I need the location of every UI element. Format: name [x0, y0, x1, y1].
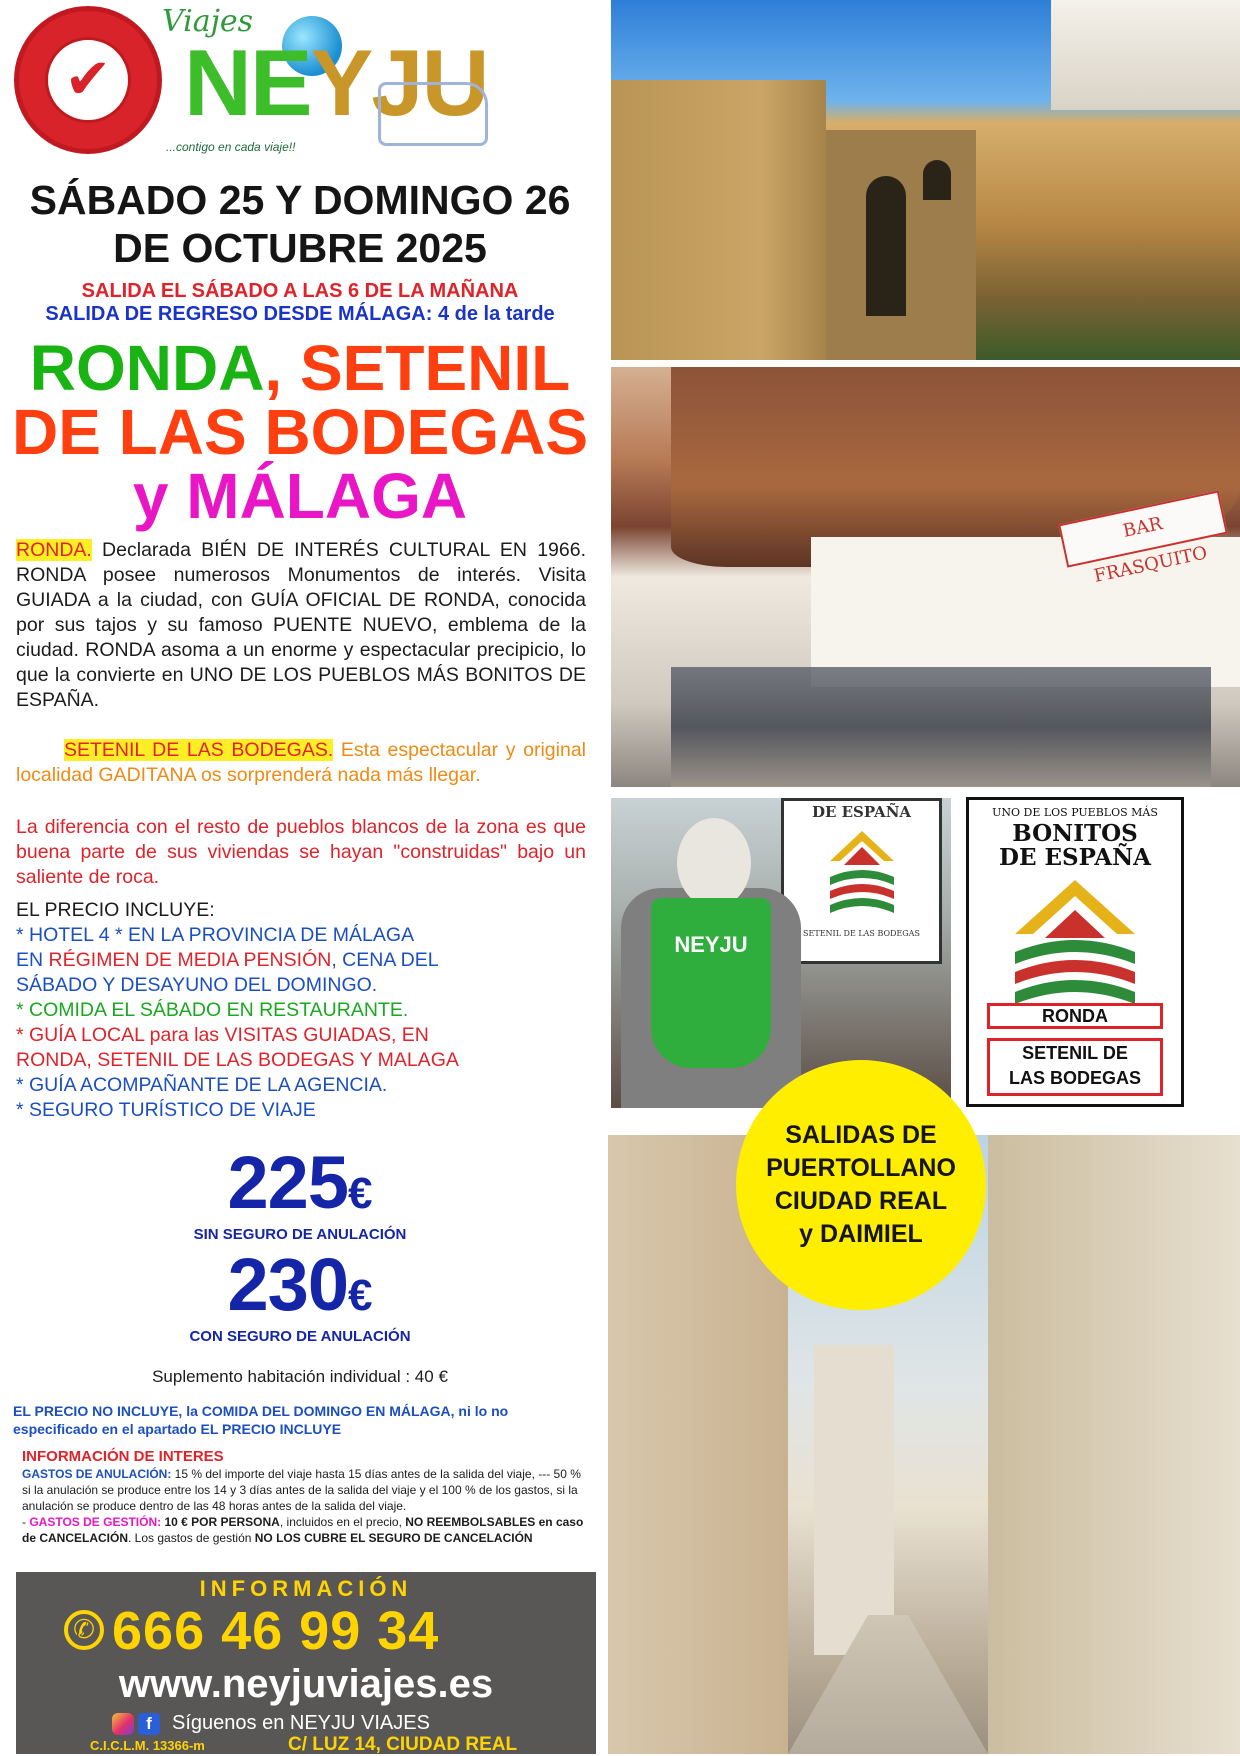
instagram-icon[interactable]: [112, 1713, 134, 1735]
trip-dates: [0, 176, 600, 272]
pueblos-emblem-icon: [824, 827, 900, 923]
info-text: GASTOS DE ANULACIÓN: 15 % del importe del viaje hasta 15 días antes de la salida del viaje, --- 50 % si la anulación se produce entre los 14 y 3 días antes de la salida del viaje y el 100 % de los gastos, si la anulación se produce dentro de las 48 horas antes de la salida del viaje. - GASTOS DE GESTIÓN: 10 € POR PERSONA, incluidos en el precio, NO REEMBOLSABLES en caso de CANCELACIÓN. Los gastos de gestión NO LOS CUBRE EL SEGURO DE CANCELACIÓN: [22, 1467, 584, 1545]
bar-sign: BAR FRASQUITO: [1058, 490, 1228, 567]
price-with-insurance: 230€: [227, 1243, 373, 1326]
diferencia-text: La diferencia con el resto de pueblos blancos de la zona es que buena parte de sus viviendas se hayan "construidas" bajo un saliente de roca.: [16, 816, 586, 888]
plaque-ronda: RONDA: [987, 1003, 1163, 1029]
footer-info-label: INFORMACIÓN: [199, 1576, 413, 1601]
footer-contact: [16, 1572, 596, 1754]
phone-number[interactable]: 666 46 99 34: [112, 1601, 440, 1661]
pueblos-sign-small: [781, 798, 942, 964]
setenil-tag: SETENIL DE LAS BODEGAS.: [64, 739, 334, 761]
price-label-without: SIN SEGURO DE ANULACIÓN: [193, 1226, 407, 1243]
small-sign-bottom: SETENIL DE LAS BODEGAS: [803, 929, 920, 938]
ronda-text: Declarada BIÉN DE INTERÉS CULTURAL EN 1966. RONDA posee numerosos Monumentos de interés. Visita GUIADA a la ciudad, con GUÍA OFICIAL DE RONDA, conocida por sus tajos y su famoso PUENTE NUEVO, emblema de la ciudad. RONDA asoma a un enorme y espectacular precipicio, lo que la convierte en UNO DE LOS PUEBLOS MÁS BONITOS DE ESPAÑA.: [16, 539, 586, 711]
facebook-icon[interactable]: f: [138, 1713, 160, 1735]
ronda-description: [16, 538, 586, 713]
plaque-setenil: SETENIL DE LAS BODEGAS: [987, 1038, 1163, 1096]
include-regimen: EN RÉGIMEN DE MEDIA PENSIÓN, CENA DEL: [16, 949, 439, 971]
social-text: Síguenos en NEYJU VIAJES: [172, 1712, 430, 1734]
include-cena: SÁBADO Y DESAYUNO DEL DOMINGO.: [16, 974, 378, 996]
website-link[interactable]: www.neyjuviajes.es: [118, 1662, 494, 1706]
include-guia-local: * GUÍA LOCAL para las VISITAS GUIADAS, EN: [16, 1024, 429, 1046]
price-label-with: CON SEGURO DE ANULACIÓN: [189, 1328, 411, 1345]
pueblos-emblem-icon: [1005, 876, 1145, 1006]
brand-yju: YJU: [310, 30, 488, 135]
plaque-title: BONITOS DE ESPAÑA: [999, 820, 1151, 871]
dest-setenil-a: , SETENIL: [264, 332, 571, 404]
return-time: SALIDA DE REGRESO DESDE MÁLAGA: 4 de la tarde: [45, 303, 555, 325]
checkmark-icon: ✔: [64, 47, 112, 112]
include-hotel: * HOTEL 4 * EN LA PROVINCIA DE MÁLAGA: [16, 924, 415, 946]
dest-malaga: y MÁLAGA: [132, 460, 468, 532]
small-sign-top: DE ESPAÑA: [811, 803, 912, 821]
social-follow[interactable]: [112, 1712, 430, 1735]
agency-address: C/ LUZ 14, CIUDAD REAL: [288, 1734, 518, 1755]
phone-icon: ✆: [64, 1610, 104, 1650]
ronda-bridge-photo: [611, 0, 1240, 360]
dest-ronda: RONDA: [29, 332, 265, 404]
setenil-street-photo: [611, 367, 1240, 787]
includes-heading: EL PRECIO INCLUYE:: [16, 899, 215, 921]
badge-line-3: CIUDAD REAL: [774, 1187, 948, 1215]
info-heading: INFORMACIÓN DE INTERES: [22, 1448, 224, 1465]
departure-time: SALIDA EL SÁBADO A LAS 6 DE LA MAÑANA: [81, 280, 519, 302]
include-guia-acompanante: * GUÍA ACOMPAÑANTE DE LA AGENCIA.: [16, 1074, 388, 1096]
logo-viajes: Viajes: [162, 4, 254, 39]
license-number: C.I.C.L.M. 13366-m: [90, 1738, 205, 1753]
destinations-title: [0, 332, 600, 532]
brand-ne: NE: [184, 30, 311, 135]
backpack-photo: [611, 798, 951, 1108]
badge-line-2: PUERTOLLANO: [766, 1154, 956, 1182]
badge-line-4: y DAIMIEL: [799, 1220, 923, 1248]
not-included: EL PRECIO NO INCLUYE, la COMIDA DEL DOMINGO EN MÁLAGA, ni lo no especificado en el apartado EL PRECIO INCLUYE: [13, 1403, 509, 1437]
departure-cities-badge: [736, 1060, 986, 1310]
setenil-description: [16, 738, 586, 788]
price-without-insurance: 225€: [227, 1141, 373, 1224]
include-comida: * COMIDA EL SÁBADO EN RESTAURANTE.: [16, 999, 409, 1021]
setenil-text: Esta espectacular y original localidad GADITANA os sorprenderá nada más llegar.: [16, 739, 586, 786]
bus-icon: [378, 82, 488, 146]
plaque-top: UNO DE LOS PUEBLOS MÁS: [992, 806, 1158, 819]
logo-slogan: ...contigo en cada viaje!!: [166, 140, 296, 154]
includes-list: [16, 923, 586, 1123]
dest-setenil-b: DE LAS BODEGAS: [11, 396, 589, 468]
include-seguro: * SEGURO TURÍSTICO DE VIAJE: [16, 1099, 316, 1121]
green-backpack: [651, 898, 771, 1068]
quality-seal: [14, 6, 162, 154]
ronda-tag: RONDA.: [16, 539, 92, 561]
pueblos-bonitos-plaque: [966, 797, 1184, 1107]
date-line-1: SÁBADO 25 Y DOMINGO 26: [29, 177, 571, 223]
single-supplement: Suplemento habitación individual : 40 €: [152, 1367, 448, 1386]
badge-line-1: SALIDAS DE: [785, 1121, 937, 1149]
date-line-2: DE OCTUBRE 2025: [113, 225, 487, 271]
backpack-logo: NEYJU: [674, 932, 748, 957]
include-guia-places: RONDA, SETENIL DE LAS BODEGAS Y MALAGA: [16, 1049, 459, 1071]
